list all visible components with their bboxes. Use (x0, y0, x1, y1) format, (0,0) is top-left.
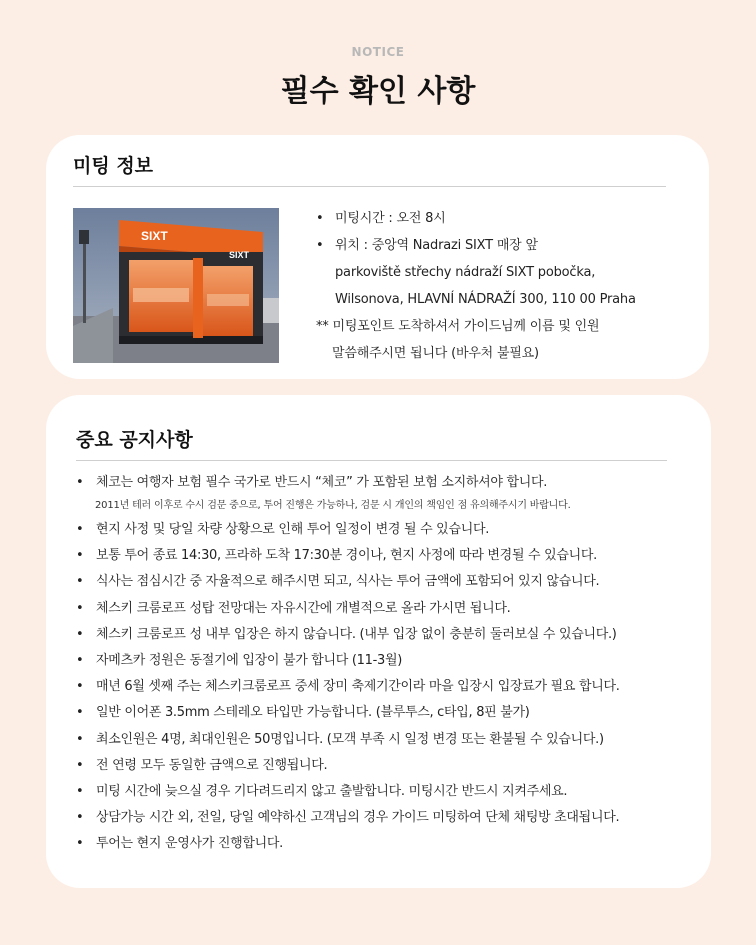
bullet: • (76, 836, 84, 852)
notice-item-text: 보통 투어 종료 14:30, 프라하 도착 17:30분 경이나, 현지 사정에 따라 변경될 수 있습니다. (96, 548, 597, 564)
notice-divider (76, 460, 667, 461)
meeting-note-item (316, 313, 701, 340)
notice-item (76, 700, 706, 726)
bullet: • (76, 705, 84, 721)
notice-item (76, 805, 706, 831)
bullet: • (76, 522, 84, 537)
meeting-location-text: 위치 : 중앙역 Nadrazi SIXT 매장 앞 (335, 238, 538, 253)
notice-list (76, 471, 706, 857)
meeting-time-item (316, 205, 701, 232)
notice-item-text: 최소인원은 4명, 최대인원은 50명입니다. (모객 부족 시 일정 변경 또는 환불될 수 있습니다.) (96, 731, 604, 747)
notice-item-text: 체코는 여행자 보험 필수 국가로 반드시 “체코” 가 포함된 보험 소지하셔야 합니다. (96, 475, 548, 490)
bullet: • (316, 211, 324, 226)
meeting-point-photo (73, 208, 279, 363)
bullet: • (316, 238, 324, 253)
meeting-note-line-2 (316, 340, 701, 367)
bullet: • (76, 574, 84, 590)
notice-item-text: 식사는 점심시간 중 자율적으로 해주시면 되고, 식사는 투어 금액에 포함되어 있지 않습니다. (96, 574, 600, 590)
bullet: • (76, 783, 84, 799)
meeting-info-title: 미팅 정보 (73, 155, 154, 177)
notice-item-text: 미팅 시간에 늦으실 경우 기다려드리지 않고 출발합니다. 미팅시간 반드시 지켜주세요. (96, 783, 568, 799)
sixt-sign-left: SIXT (141, 229, 168, 243)
notice-item-text: 현지 사정 및 당일 차량 상황으로 인해 투어 일정이 변경 될 수 있습니다. (96, 522, 490, 537)
notice-item-text: 투어는 현지 운영사가 진행합니다. (96, 836, 283, 852)
notice-item (76, 596, 706, 622)
notice-item (76, 648, 706, 674)
notice-item (76, 727, 706, 753)
meeting-note-text: ** 미팅포인트 도착하셔서 가이드님께 이름 및 인원 (316, 319, 600, 334)
notice-item (76, 517, 706, 543)
sixt-sign-right: SIXT (229, 250, 250, 260)
notice-item (76, 543, 706, 569)
bullet: • (76, 731, 84, 747)
meeting-location-line-3 (316, 286, 701, 313)
notice-item-text: 매년 6월 셋째 주는 체스키크룸로프 중세 장미 축제기간이라 마을 입장시 입장료가 필요 합니다. (96, 679, 620, 695)
bullet: • (76, 757, 84, 773)
notice-item (76, 753, 706, 779)
bullet: • (76, 626, 84, 642)
bullet: • (76, 475, 84, 490)
notice-item-text: 전 연령 모두 동일한 금액으로 진행됩니다. (96, 757, 328, 773)
important-notice-title: 중요 공지사항 (76, 429, 193, 451)
notice-item-text: 체스키 크룸로프 성탑 전망대는 자유시간에 개별적으로 올라 가시면 됩니다. (96, 600, 511, 616)
meeting-location-line-2 (316, 259, 701, 286)
meeting-location-item (316, 232, 701, 259)
page-title: 필수 확인 사항 (280, 74, 476, 109)
notice-item-subtext: 2011년 테러 이후로 수시 검문 중으로, 투어 진행은 가능하나, 검문 시 개인의 책임인 점 유의해주시기 바랍니다. (95, 500, 571, 511)
notice-item-text: 자메츠카 정원은 동절기에 입장이 불가 합니다 (11-3월) (96, 652, 403, 668)
bullet: • (76, 810, 84, 826)
bullet: • (76, 600, 84, 616)
notice-item (76, 569, 706, 595)
notice-item-text: 체스키 크룸로프 성 내부 입장은 하지 않습니다. (내부 입장 없이 충분히 둘러보실 수 있습니다.) (96, 626, 617, 642)
bullet: • (76, 548, 84, 564)
bullet: • (76, 652, 84, 668)
notice-label: NOTICE (351, 45, 405, 59)
sixt-kiosk-image (73, 208, 279, 363)
meeting-time-text: 미팅시간 : 오전 8시 (335, 211, 446, 226)
notice-item (76, 622, 706, 648)
meeting-divider (73, 186, 666, 187)
notice-item (76, 779, 706, 805)
notice-item-text: 상담가능 시간 외, 전일, 당일 예약하신 고객님의 경우 가이드 미팅하여 단체 채팅방 초대됩니다. (96, 810, 620, 826)
meeting-location-address-2: Wilsonova, HLAVNÍ NÁDRAŽÍ 300, 110 00 Praha (335, 292, 636, 307)
bullet: • (76, 679, 84, 695)
important-notice-card (46, 395, 711, 888)
notice-item (76, 831, 706, 857)
notice-item (76, 471, 706, 495)
meeting-location-address-1: parkoviště střechy nádraží SIXT pobočka, (335, 265, 596, 280)
notice-item-text: 일반 이어폰 3.5mm 스테레오 타입만 가능합니다. (블루투스, c타입, 8핀 불가) (96, 705, 530, 721)
meeting-note-text-2: 말씀해주시면 됩니다 (바우처 불필요) (332, 346, 539, 361)
notice-item (76, 674, 706, 700)
meeting-info-card (46, 135, 709, 379)
meeting-details-list (316, 205, 701, 367)
